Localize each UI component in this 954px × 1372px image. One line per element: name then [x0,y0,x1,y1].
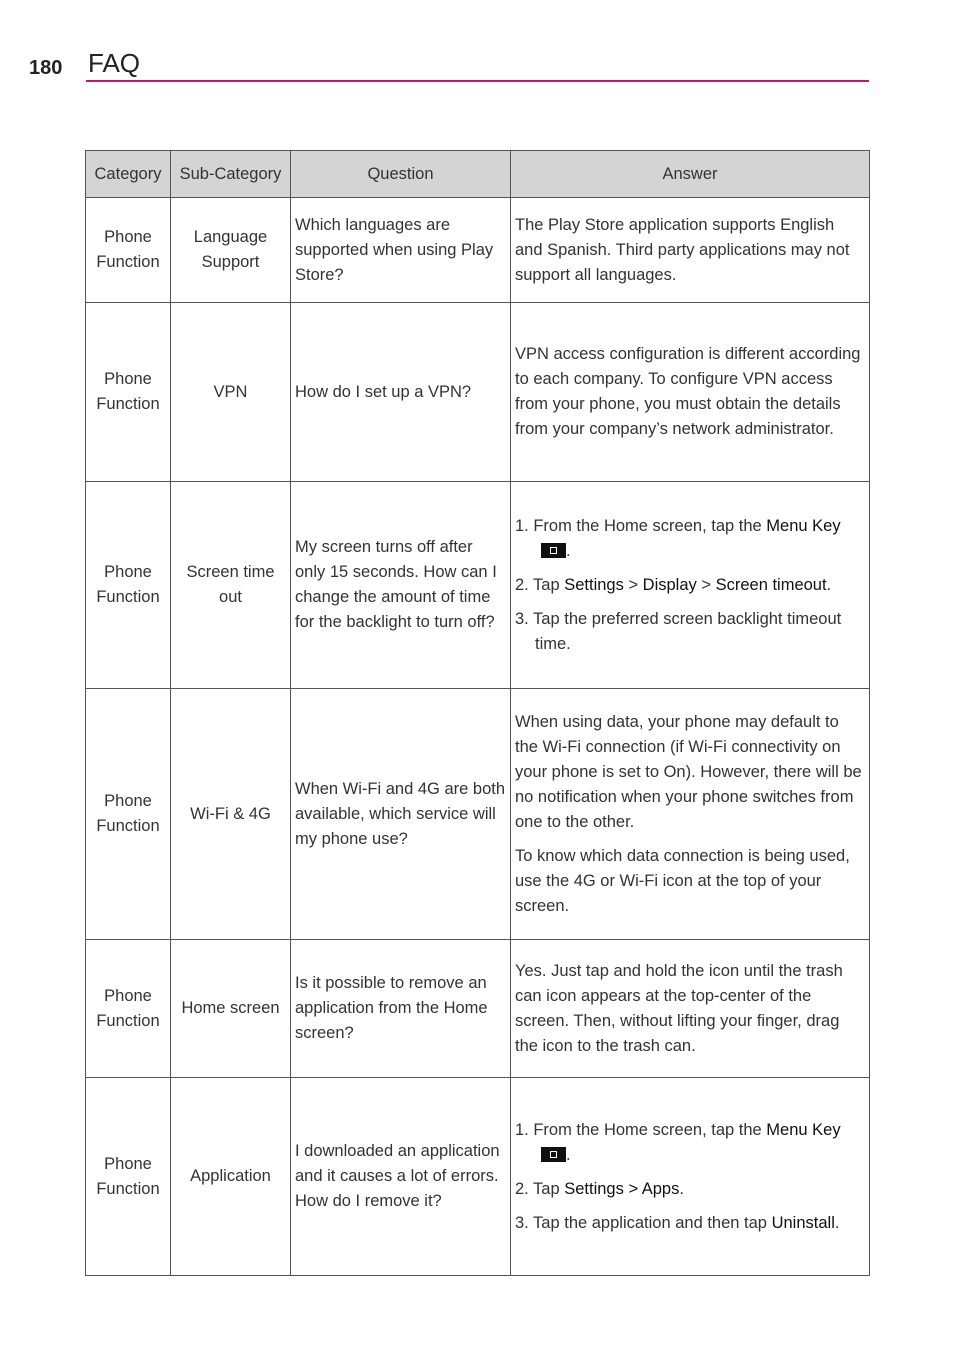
answer-step [515,1177,865,1202]
question-cell: How do I set up a VPN? [291,303,511,482]
page-number: 180 [29,57,63,79]
question-cell: When Wi-Fi and 4G are both available, which service will my phone use? [291,689,511,940]
answer-paragraph: Yes. Just tap and hold the icon until the trash can icon appears at the top-center of the screen. Then, without lifting your finger, drag the icon to the trash can. [515,961,843,1055]
sub-category-cell: Home screen [171,940,291,1078]
category-cell: Phone Function [86,1078,171,1276]
step-text: > [623,575,643,594]
menu-key-icon [541,543,566,558]
sub-category-cell: Application [171,1078,291,1276]
step-text: 3. Tap the application and then tap [515,1213,772,1232]
table-row [86,482,870,689]
answer-steps [515,1118,865,1236]
sub-category-cell: Language Support [171,198,291,303]
settings-label: Settings [564,575,624,594]
sub-category-cell: Wi-Fi & 4G [171,689,291,940]
title-rule [86,80,869,82]
table-row [86,198,870,303]
menu-key-label: Menu Key [766,1120,841,1139]
step-text: . [566,1145,571,1164]
answer-step [515,1118,865,1168]
uninstall-label: Uninstall [771,1213,835,1232]
step-text: . [679,1179,684,1198]
header-answer: Answer [511,151,870,198]
step-text: . [826,575,832,594]
sub-category-cell: Screen time out [171,482,291,689]
question-cell: My screen turns off after only 15 seconds. How can I change the amount of time for the backlight to turn off? [291,482,511,689]
step-text: 2. Tap [515,1179,565,1198]
category-cell: Phone Function [86,940,171,1078]
step-text: 2. Tap [515,575,565,594]
table-row [86,940,870,1078]
answer-step [515,1211,865,1236]
step-text: . [834,1213,840,1232]
answer-step [515,514,865,564]
menu-key-icon [541,1147,566,1162]
answer-cell [511,689,870,940]
answer-cell [511,940,870,1078]
step-text: . [566,541,571,560]
question-cell: Which languages are supported when using Play Store? [291,198,511,303]
answer-paragraph: When using data, your phone may default to the Wi-Fi connection (if Wi-Fi connectivity on your phone is set to On). However, there will be no notification when your phone switches from one to the other. [515,712,862,831]
answer-paragraph: To know which data connection is being used, use the 4G or Wi-Fi icon at the top of your screen. [515,846,850,915]
step-text: > [696,575,716,594]
category-cell: Phone Function [86,198,171,303]
table-row [86,689,870,940]
category-cell: Phone Function [86,303,171,482]
menu-key-label: Menu Key [766,516,841,535]
answer-paragraph: The Play Store application supports English and Spanish. Third party applications may not support all languages. [515,215,850,284]
answer-cell [511,482,870,689]
answer-cell [511,1078,870,1276]
header-sub-category: Sub-Category [171,151,291,198]
table-row [86,303,870,482]
table-row [86,1078,870,1276]
answer-step: 3. Tap the preferred screen backlight timeout time. [515,609,842,653]
sub-category-cell: VPN [171,303,291,482]
table-header-row [86,151,870,198]
answer-cell [511,198,870,303]
faq-table [85,150,870,1276]
header-question: Question [291,151,511,198]
step-text: 1. From the Home screen, tap the [515,516,767,535]
step-text: 1. From the Home screen, tap the [515,1120,767,1139]
page-title: FAQ [88,48,141,78]
answer-steps [515,514,865,657]
category-cell: Phone Function [86,689,171,940]
question-cell: I downloaded an application and it causes a lot of errors. How do I remove it? [291,1078,511,1276]
answer-step [515,573,865,598]
answer-paragraph: VPN access configuration is different according to each company. To configure VPN access from your phone, you must obtain the details from your company’s network administrator. [515,345,861,438]
screen-timeout-label: Screen timeout [715,575,827,594]
header-category: Category [86,151,171,198]
category-cell: Phone Function [86,482,171,689]
answer-cell [511,303,870,482]
display-label: Display [642,575,697,594]
question-cell: Is it possible to remove an application from the Home screen? [291,940,511,1078]
settings-apps-label: Settings > Apps [564,1179,680,1198]
